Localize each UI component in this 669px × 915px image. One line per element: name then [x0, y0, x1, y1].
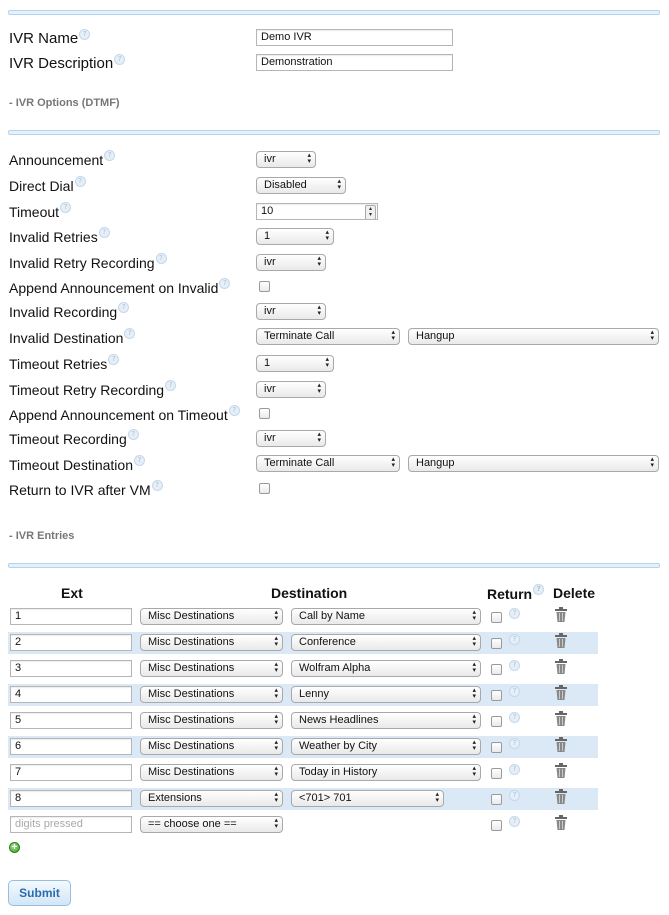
divider-options: [8, 130, 660, 135]
timeout-recording-label: Timeout Recording ?: [9, 431, 139, 447]
return-checkbox[interactable]: [491, 794, 502, 805]
help-icon[interactable]: ?: [533, 584, 544, 595]
help-icon[interactable]: ?: [509, 790, 520, 801]
help-icon[interactable]: ?: [229, 405, 240, 416]
destination-target-select[interactable]: <701> 701 ▴ ▾: [291, 790, 444, 807]
trash-icon[interactable]: [555, 633, 567, 648]
help-icon[interactable]: ?: [108, 354, 119, 365]
help-icon[interactable]: ?: [99, 227, 110, 238]
destination-type-select[interactable]: Misc Destinations ▴ ▾: [140, 712, 283, 729]
invalid-destination-label: Invalid Destination ?: [9, 330, 135, 346]
help-icon[interactable]: ?: [118, 302, 129, 313]
ext-input[interactable]: 7: [10, 764, 132, 781]
help-icon[interactable]: ?: [134, 455, 145, 466]
help-icon[interactable]: ?: [104, 150, 115, 161]
invalid-recording-select[interactable]: ivr ▴ ▾: [256, 303, 326, 320]
destination-type-select[interactable]: Misc Destinations ▴ ▾: [140, 608, 283, 625]
help-icon[interactable]: ?: [509, 712, 520, 723]
append-announcement-invalid-checkbox[interactable]: [259, 281, 270, 292]
ext-input[interactable]: 8: [10, 790, 132, 807]
timeout-destination-target-select[interactable]: Hangup ▴ ▾: [408, 455, 659, 472]
ivr-name-input[interactable]: Demo IVR: [256, 29, 453, 46]
ivr-name-label: IVR Name ?: [9, 31, 90, 47]
timeout-recording-select[interactable]: ivr ▴ ▾: [256, 430, 326, 447]
timeout-retry-recording-label: Timeout Retry Recording ?: [9, 382, 176, 398]
trash-icon[interactable]: [555, 737, 567, 752]
help-icon[interactable]: ?: [509, 608, 520, 619]
help-icon[interactable]: ?: [152, 480, 163, 491]
destination-type-select[interactable]: Misc Destinations ▴ ▾: [140, 686, 283, 703]
help-icon[interactable]: ?: [509, 660, 520, 671]
destination-type-select[interactable]: Misc Destinations ▴ ▾: [140, 738, 283, 755]
invalid-retry-recording-select[interactable]: ivr ▴ ▾: [256, 254, 326, 271]
trash-icon[interactable]: [555, 685, 567, 700]
timeout-retry-recording-select[interactable]: ivr ▴ ▾: [256, 381, 326, 398]
destination-target-select[interactable]: Lenny ▴ ▾: [291, 686, 481, 703]
return-checkbox[interactable]: [491, 768, 502, 779]
timeout-input[interactable]: 10 ▴ ▾: [256, 203, 378, 220]
invalid-retries-label: Invalid Retries ?: [9, 229, 110, 245]
timeout-destination-type-select[interactable]: Terminate Call ▴ ▾: [256, 455, 400, 472]
section-ivr-options[interactable]: - IVR Options (DTMF): [9, 97, 120, 109]
return-checkbox[interactable]: [491, 612, 502, 623]
destination-target-select[interactable]: Conference ▴ ▾: [291, 634, 481, 651]
announcement-select[interactable]: ivr ▴ ▾: [256, 151, 316, 168]
direct-dial-label: Direct Dial ?: [9, 178, 86, 194]
help-icon[interactable]: ?: [509, 738, 520, 749]
help-icon[interactable]: ?: [128, 429, 139, 440]
direct-dial-select[interactable]: Disabled ▴ ▾: [256, 177, 346, 194]
col-delete-header: Delete: [553, 585, 596, 601]
destination-target-select[interactable]: Call by Name ▴ ▾: [291, 608, 481, 625]
destination-type-select[interactable]: Misc Destinations ▴ ▾: [140, 634, 283, 651]
return-checkbox[interactable]: [491, 690, 502, 701]
destination-target-select[interactable]: Today in History ▴ ▾: [291, 764, 481, 781]
help-icon[interactable]: ?: [60, 202, 71, 213]
return-to-ivr-label: Return to IVR after VM ?: [9, 482, 163, 498]
invalid-destination-target-select[interactable]: Hangup ▴ ▾: [408, 328, 659, 345]
help-icon[interactable]: ?: [156, 253, 167, 264]
ext-input[interactable]: 3: [10, 660, 132, 677]
add-entry-icon[interactable]: +: [9, 842, 20, 853]
divider-top: [8, 10, 660, 15]
return-checkbox[interactable]: [491, 664, 502, 675]
return-checkbox[interactable]: [491, 716, 502, 727]
help-icon[interactable]: ?: [114, 54, 125, 65]
return-to-ivr-checkbox[interactable]: [259, 483, 270, 494]
help-icon[interactable]: ?: [219, 278, 230, 289]
ext-input[interactable]: 6: [10, 738, 132, 755]
help-icon[interactable]: ?: [509, 686, 520, 697]
ext-input[interactable]: 5: [10, 712, 132, 729]
help-icon[interactable]: ?: [509, 816, 520, 827]
help-icon[interactable]: ?: [165, 380, 176, 391]
help-icon[interactable]: ?: [124, 328, 135, 339]
destination-type-select[interactable]: Misc Destinations ▴ ▾: [140, 660, 283, 677]
invalid-retries-select[interactable]: 1 ▴ ▾: [256, 228, 334, 245]
help-icon[interactable]: ?: [509, 764, 520, 775]
append-announcement-timeout-checkbox[interactable]: [259, 408, 270, 419]
destination-type-select[interactable]: Misc Destinations ▴ ▾: [140, 764, 283, 781]
invalid-recording-label: Invalid Recording ?: [9, 304, 129, 320]
trash-icon[interactable]: [555, 659, 567, 674]
divider-entries: [8, 563, 660, 568]
ext-input[interactable]: 2: [10, 634, 132, 651]
destination-type-select[interactable]: Extensions ▴ ▾: [140, 790, 283, 807]
return-checkbox[interactable]: [491, 742, 502, 753]
ivr-description-input[interactable]: Demonstration: [256, 54, 453, 71]
submit-button[interactable]: Submit: [8, 880, 71, 906]
destination-target-select[interactable]: News Headlines ▴ ▾: [291, 712, 481, 729]
invalid-destination-type-select[interactable]: Terminate Call ▴ ▾: [256, 328, 400, 345]
new-ext-input[interactable]: digits pressed: [10, 816, 132, 833]
destination-target-select[interactable]: Weather by City ▴ ▾: [291, 738, 481, 755]
announcement-label: Announcement ?: [9, 152, 115, 168]
trash-icon[interactable]: [555, 711, 567, 726]
timeout-destination-label: Timeout Destination ?: [9, 457, 145, 473]
timeout-retries-select[interactable]: 1 ▴ ▾: [256, 355, 334, 372]
col-destination-header: Destination: [271, 585, 348, 601]
help-icon[interactable]: ?: [509, 634, 520, 645]
col-ext-header: Ext: [61, 585, 83, 601]
timeout-retries-label: Timeout Retries ?: [9, 356, 119, 372]
append-announcement-invalid-label: Append Announcement on Invalid ?: [9, 280, 230, 296]
invalid-retry-recording-label: Invalid Retry Recording ?: [9, 255, 167, 271]
return-checkbox[interactable]: [491, 638, 502, 649]
section-ivr-entries[interactable]: - IVR Entries: [9, 530, 75, 542]
ext-input[interactable]: 1: [10, 608, 132, 625]
trash-icon[interactable]: [555, 763, 567, 778]
ext-input[interactable]: 4: [10, 686, 132, 703]
col-return-header: Return ?: [487, 586, 544, 602]
new-return-checkbox[interactable]: [491, 820, 502, 831]
help-icon[interactable]: ?: [75, 176, 86, 187]
append-announcement-timeout-label: Append Announcement on Timeout ?: [9, 407, 240, 423]
help-icon[interactable]: ?: [79, 29, 90, 40]
destination-target-select[interactable]: Wolfram Alpha ▴ ▾: [291, 660, 481, 677]
trash-icon[interactable]: [555, 789, 567, 804]
new-destination-type-select[interactable]: == choose one == ▴ ▾: [140, 816, 283, 833]
ivr-description-label: IVR Description ?: [9, 56, 125, 72]
timeout-label: Timeout ?: [9, 204, 71, 220]
trash-icon[interactable]: [555, 815, 567, 830]
timeout-spinner[interactable]: ▴ ▾: [365, 205, 376, 220]
trash-icon[interactable]: [555, 607, 567, 622]
